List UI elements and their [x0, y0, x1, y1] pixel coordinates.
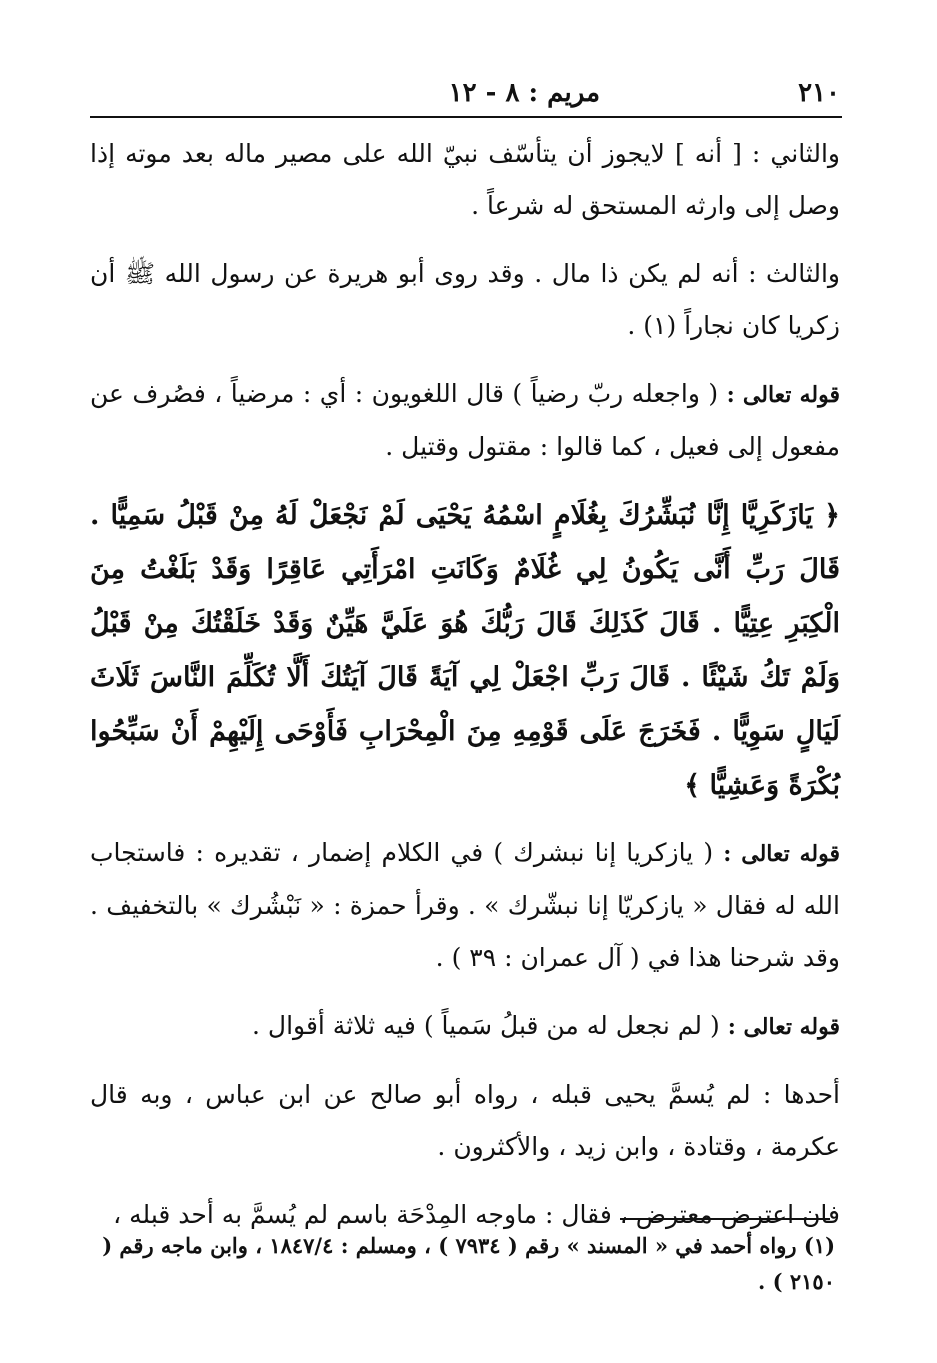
paragraph: [90, 368, 840, 473]
footnote: (١) رواه أحمد في « المسند » رقم ( ٧٩٣٤ ) ، ومسلم : ١٨٤٧/٤ ، وابن ماجه رقم ( ٢١٥٠ ) .: [102, 1233, 835, 1294]
paragraph-text: ( يازكريا إنا نبشرك ) في الكلام إضمار ، تقديره : فاستجاب الله له فقال « يازكريّا إنا نبشّرك » . وقرأ حمزة : « نَبْشُرك » بالتخفيف . وقد شرحنا هذا في ( آل عمران : ٣٩ ) .: [90, 838, 840, 972]
paragraph: [90, 1000, 840, 1053]
header-rule: [90, 116, 842, 118]
footnote-rule: [620, 1218, 830, 1220]
lead-phrase: قوله تعالى :: [723, 841, 840, 867]
paragraph-text: فان اعترض معترض ، فقال : ماوجه المِدْحَة باسم لم يُسمَّ به أحد قبله ،: [113, 1200, 840, 1229]
page-body: [90, 128, 840, 1257]
paragraph-text: أحدها : لم يُسمَّ يحيى قبله ، رواه أبو صالح عن ابن عباس ، وبه قال عكرمة ، وقتادة ، وابن زيد ، والأكثرون .: [90, 1080, 840, 1161]
paragraph-text: ( واجعله ربّ رضياً ) قال اللغويون : أي : مرضياً ، فصُرف عن مفعول إلى فعيل ، كما قالوا : مقتول وقتيل .: [90, 379, 840, 461]
page-header: [92, 78, 840, 114]
lead-phrase: قوله تعالى :: [727, 1014, 840, 1040]
quran-verse: ﴿ يَازَكَرِيَّا إِنَّا نُبَشِّرُكَ بِغُلَامٍ اسْمُهُ يَحْيَى لَمْ نَجْعَلْ لَهُ مِنْ قَبْلُ سَمِيًّا . قَالَ رَبِّ أَنَّى يَكُونُ لِي غُلَامٌ وَكَانَتِ امْرَأَتِي عَاقِرًا وَقَدْ بَلَغْتُ مِنَ الْكِبَرِ عِتِيًّا . قَالَ كَذَلِكَ قَالَ رَبُّكَ هُوَ عَلَيَّ هَيِّنٌ وَقَدْ خَلَقْتُكَ مِنْ قَبْلُ وَلَمْ تَكُ شَيْئًا . قَالَ رَبِّ اجْعَلْ لِي آيَةً قَالَ آيَتُكَ أَلَّا تُكَلِّمَ النَّاسَ ثَلَاثَ لَيَالٍ سَوِيًّا . فَخَرَجَ عَلَى قَوْمِهِ مِنَ الْمِحْرَابِ فَأَوْحَى إِلَيْهِمْ أَنْ سَبِّحُوا بُكْرَةً وَعَشِيًّا ﴾: [90, 500, 841, 801]
paragraph-text: والثاني : [ أنه ] لايجوز أن يتأسّف نبيّ الله على مصير ماله بعد موته إذا وصل إلى وارثه المستحق له شرعاً .: [90, 139, 840, 220]
running-title: مريم : ٨ - ١٢: [448, 78, 600, 108]
paragraph: [90, 248, 840, 352]
paragraph-text: ( لم نجعل له من قبلُ سَمياً ) فيه ثلاثة أقوال .: [252, 1011, 720, 1040]
lead-phrase: قوله تعالى :: [726, 382, 840, 408]
page-number: ٢١٠: [798, 78, 840, 108]
paragraph: [90, 827, 840, 984]
paragraph: [90, 1069, 840, 1173]
paragraph-text: والثالث : أنه لم يكن ذا مال . وقد روى أبو هريرة عن رسول الله ﷺ أن زكريا كان نجاراً (١) .: [90, 259, 840, 340]
paragraph: [90, 128, 840, 232]
